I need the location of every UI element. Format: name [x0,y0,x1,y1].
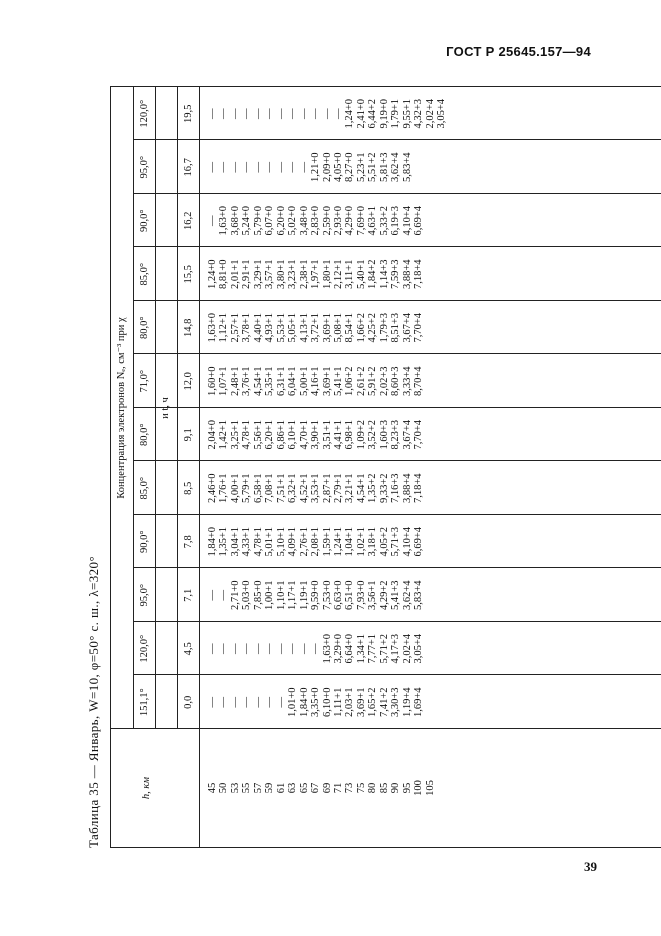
data-column: 1,60+0 1,07+1 2,48+1 3,76+1 4,54+1 5,35+1 6,31+1 6,04+1 5,00+1 4,16+1 3,69+1 5,41+1 1,06+2 2,61+2 5,91+2 2,02+3 8,60+3 3,33+4 8,70+4 [207,366,425,397]
chi-header-cell: 80,0° [139,423,150,447]
data-column: — — — — — — — 1,01+0 1,84+0 3,35+0 6,10+0 1,11+1 2,03+1 3,69+1 1,65+2 7,41+2 3,30+3 1,19+4 1,69+4 [207,687,425,718]
height-value: 73 [344,782,356,794]
data-column: — 1,63+0 3,68+0 5,24+0 5,79+0 6,07+0 6,20+0 5,02+0 3,48+0 2,83+0 2,59+0 2,93+0 4,29+0 7,69+0 4,63+1 5,33+2 6,19+3 4,10+4 6,69+4 [207,205,425,236]
chi-header-cell: 71,0° [139,369,150,393]
chi-header-cell: 90,0° [139,209,150,233]
time-header-cell: 16,7 [183,158,194,177]
chi-header-cell: 120,0° [139,634,150,663]
height-value: 75 [355,782,367,794]
time-header-cell: 7,8 [183,535,194,549]
data-column: 1,24+0 8,81+0 2,01+1 2,91+1 3,29+1 3,57+1 3,80+1 3,23+1 2,38+1 1,97+1 1,80+1 2,12+1 3,11+1 5,40+1 1,84+2 1,14+3 7,59+3 3,88+4 7,18+4 [207,259,425,290]
height-value: 69 [321,782,333,794]
height-value: 59 [264,782,276,794]
height-values-column [207,729,436,847]
document-header: ГОСТ Р 25645.157—94 [446,44,591,59]
height-value: 65 [298,782,310,794]
time-label-rule [177,87,178,729]
data-column: — — — — — — — — — 1,21+0 2,09+0 4,05+0 8,27+0 5,23+1 5,51+2 5,81+3 3,62+4 5,83+4 [207,152,413,183]
time-header-cell: 16,2 [183,211,194,230]
time-header-cell: 0,0 [183,695,194,709]
data-column: 2,46+0 1,76+1 4,00+1 5,79+1 6,58+1 7,08+1 7,51+1 6,32+1 4,52+1 3,53+1 2,87+1 2,79+1 3,21+1 4,54+1 1,35+2 9,33+2 7,16+3 3,88+4 7,18+4 [207,473,425,504]
chi-header-cell: 95,0° [139,583,150,607]
height-value: 67 [310,782,322,794]
chi-header-cell: 90,0° [139,530,150,554]
rotated-table-page [86,88,660,848]
height-value: 57 [252,782,264,794]
data-column: 1,63+0 1,12+1 2,57+1 3,78+1 4,40+1 4,93+1 5,53+1 5,05+1 4,13+1 3,72+1 3,69+1 5,08+1 8,54+1 1,66+2 4,25+2 1,79+3 8,51+3 3,67+4 7,70+4 [207,312,425,343]
height-value: 90 [390,782,402,794]
time-header-cell: 4,5 [183,642,194,656]
height-value: 100 [413,780,425,796]
table-caption: Таблица 35 — Январь, W=10, φ=50° с. ш., λ=320° [86,555,101,848]
chi-header-cell: 151,1° [139,688,150,717]
height-column-header: h, км [141,776,152,800]
time-header-cell: 12,0 [183,372,194,391]
time-header-cell: 9,1 [183,428,194,442]
height-value: 95 [401,782,413,794]
time-label: и t, ч [160,397,171,419]
chi-header-cell: 85,0° [139,262,150,286]
chi-header-cell: 120,0° [139,99,150,128]
data-column: — — — — — — — — — — — — 1,24+0 2,41+0 6,44+2 9,19+0 1,79+1 9,55+1 4,32+3 2,02+4 3,05+4 [207,98,448,129]
time-header-cell: 14,8 [183,318,194,337]
height-value: 61 [275,782,287,794]
height-value: 50 [218,782,230,794]
height-value: 71 [332,782,344,794]
height-value: 80 [367,782,379,794]
chi-row-rule [155,87,156,729]
height-value: 53 [229,782,241,794]
time-header-cell: 8,5 [183,481,194,495]
height-value: 105 [424,780,436,796]
header-bottom-rule [199,87,200,847]
chi-header-cell: 95,0° [139,155,150,179]
data-column: 1,84+0 1,35+1 3,04+1 4,33+1 4,78+1 5,01+1 5,10+1 4,09+1 2,76+1 2,08+1 1,59+1 1,24+1 1,04+1 1,02+1 3,18+1 4,05+2 5,71+3 4,10+4 6,69+4 [207,526,425,557]
electron-concentration-table [110,86,661,848]
data-column: 2,04+0 1,42+1 3,25+1 4,78+1 5,56+1 6,20+1 6,86+1 6,10+1 4,70+1 3,90+1 3,51+1 4,41+1 6,98+1 1,09+2 3,52+2 1,60+3 8,23+3 3,67+4 7,70+4 [207,419,425,450]
time-header-cell: 19,5 [183,104,194,123]
height-value: 45 [207,782,218,794]
height-value: 55 [241,782,253,794]
time-header-cell: 15,5 [183,265,194,284]
data-column: — — 2,71+0 5,03+0 7,85+0 1,00+1 1,10+1 1,17+1 1,19+1 9,59+0 7,53+0 6,63+0 6,51+0 7,93+0 3,56+1 4,29+2 5,41+3 3,62+4 5,83+4 [207,580,425,611]
data-column: — — — — — — — — — — 1,63+0 3,29+0 6,64+0 1,34+1 7,77+1 5,71+2 4,17+3 2,02+4 3,05+4 [207,633,425,664]
page-number: 39 [584,859,597,874]
chi-header-cell: 85,0° [139,476,150,500]
group-title: Концентрация электронов Nₑ, см⁻³ при χ [116,317,127,499]
height-value: 85 [378,782,390,794]
chi-header-cell: 80,0° [139,316,150,340]
time-header-cell: 7,1 [183,588,194,602]
group-title-rule [133,87,134,729]
height-value: 63 [287,782,299,794]
